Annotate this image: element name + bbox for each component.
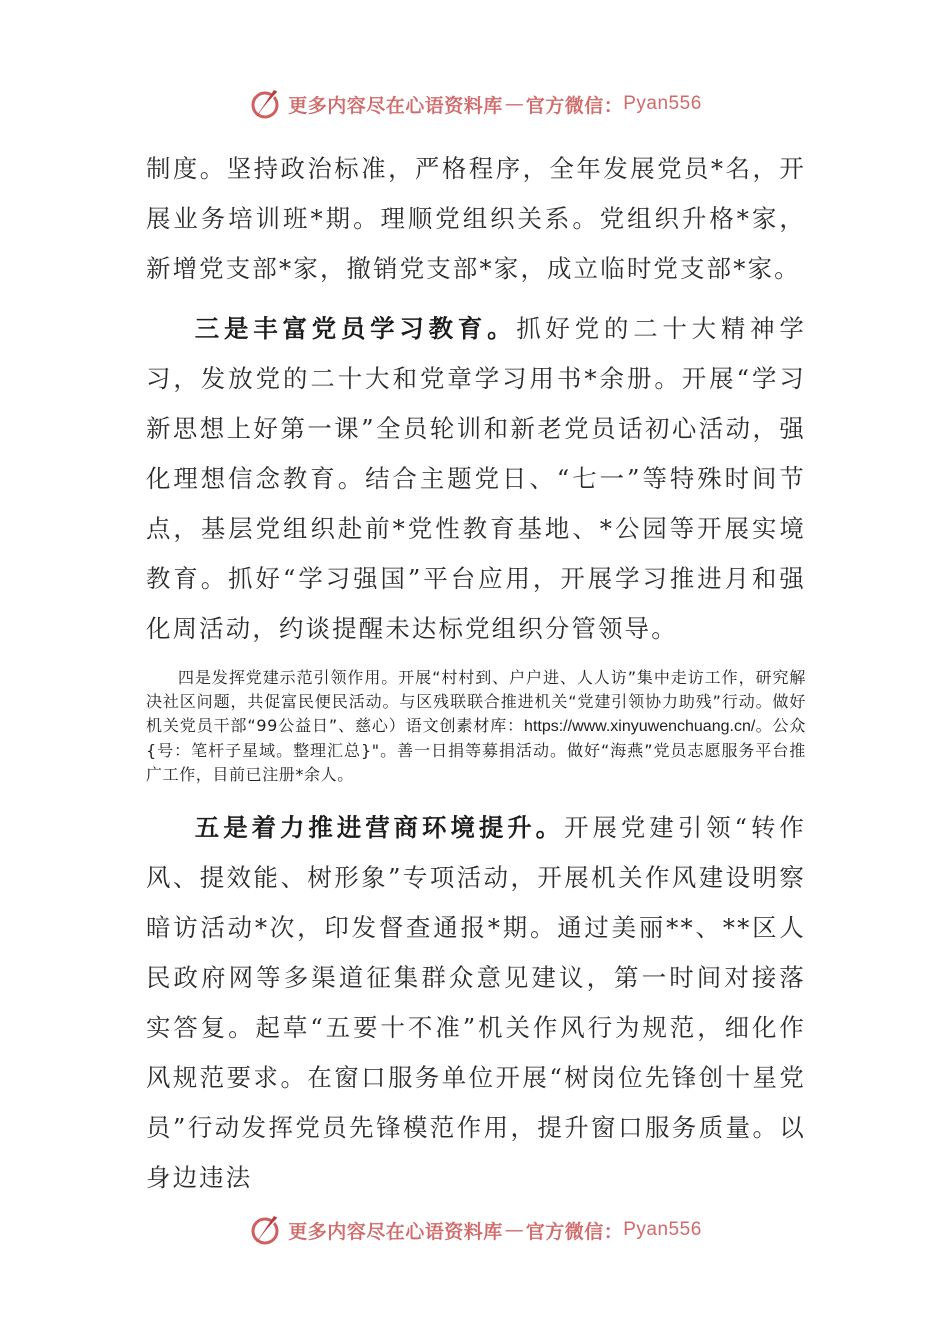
paragraph-heading: 三是丰富党员学习教育。 xyxy=(194,314,517,343)
document-body xyxy=(146,144,806,1203)
quill-pen-icon xyxy=(248,1212,284,1248)
banner-wechat-label: 官方微信： xyxy=(525,1220,624,1243)
source-url: https://www.xinyuwenchuang.cn/ xyxy=(524,718,756,735)
banner-wechat-id: Pyan556 xyxy=(623,93,702,114)
paragraph-text: 抓好党的二十大精神学习，发放党的二十大和党章学习用书*余册。开展“学习新思想上好第一课”全员轮训和新老党员话初心活动，强化理想信念教育。结合主题党日、“七一”等特殊时间节点，基层党组织赴前*党性教育基地、*公园等开展实境教育。抓好“学习强国”平台应用，开展学习推进月和强化周活动，约谈提醒未达标党组织分管领导。 xyxy=(146,314,806,643)
footer-banner xyxy=(0,1210,950,1250)
paragraph-continued: 制度。坚持政治标准，严格程序，全年发展党员*名，开展业务培训班*期。理顺党组织关系。党组织升格*家，新增党支部*家，撤销党支部*家，成立临时党支部*家。 xyxy=(146,154,806,283)
paragraph-demonstration xyxy=(146,666,806,787)
paragraph-text: 四是发挥党建示范引领作用。开展“村村到、户户进、人人访”集中走访工作，研究解决社区问题，共促富民便民活动。与区残联联合推进机关“党建引领协力助残”行动。做好机关党员干部“99公益日”、慈心）语文创素材库： xyxy=(146,668,806,735)
banner-title: 更多内容尽在心语资料库 xyxy=(288,1220,503,1243)
quill-pen-icon xyxy=(248,86,284,122)
paragraph-text: 开展党建引领“转作风、提效能、树形象”专项活动，开展机关作风建设明察暗访活动*次，印发督查通报*期。通过美丽**、**区人民政府网等多渠道征集群众意见建议，第一时间对接落实答复。起草“五要十不准”机关作风行为规范，细化作风规范要求。在窗口服务单位开展“树岗位先锋创十星党员”行动发挥党员先锋模范作用，提升窗口服务质量。以身边违法 xyxy=(146,813,806,1192)
paragraph-learning-education xyxy=(146,304,806,654)
header-banner xyxy=(0,84,950,124)
paragraph-business-environment xyxy=(146,803,806,1203)
paragraph-heading: 五是着力推进营商环境提升。 xyxy=(194,813,565,842)
banner-wechat-label: 官方微信： xyxy=(525,94,624,117)
banner-title: 更多内容尽在心语资料库 xyxy=(288,94,503,117)
banner-wechat-id: Pyan556 xyxy=(623,1219,702,1240)
banner-dash: — xyxy=(504,1219,524,1241)
paragraph-text: 。公众{号：笔杆子星域。整理汇总}"。善一日捐等募捐活动。做好“海燕”党员志愿服务平台推广工作，目前已注册*余人。 xyxy=(146,716,806,784)
banner-dash: — xyxy=(504,93,524,115)
